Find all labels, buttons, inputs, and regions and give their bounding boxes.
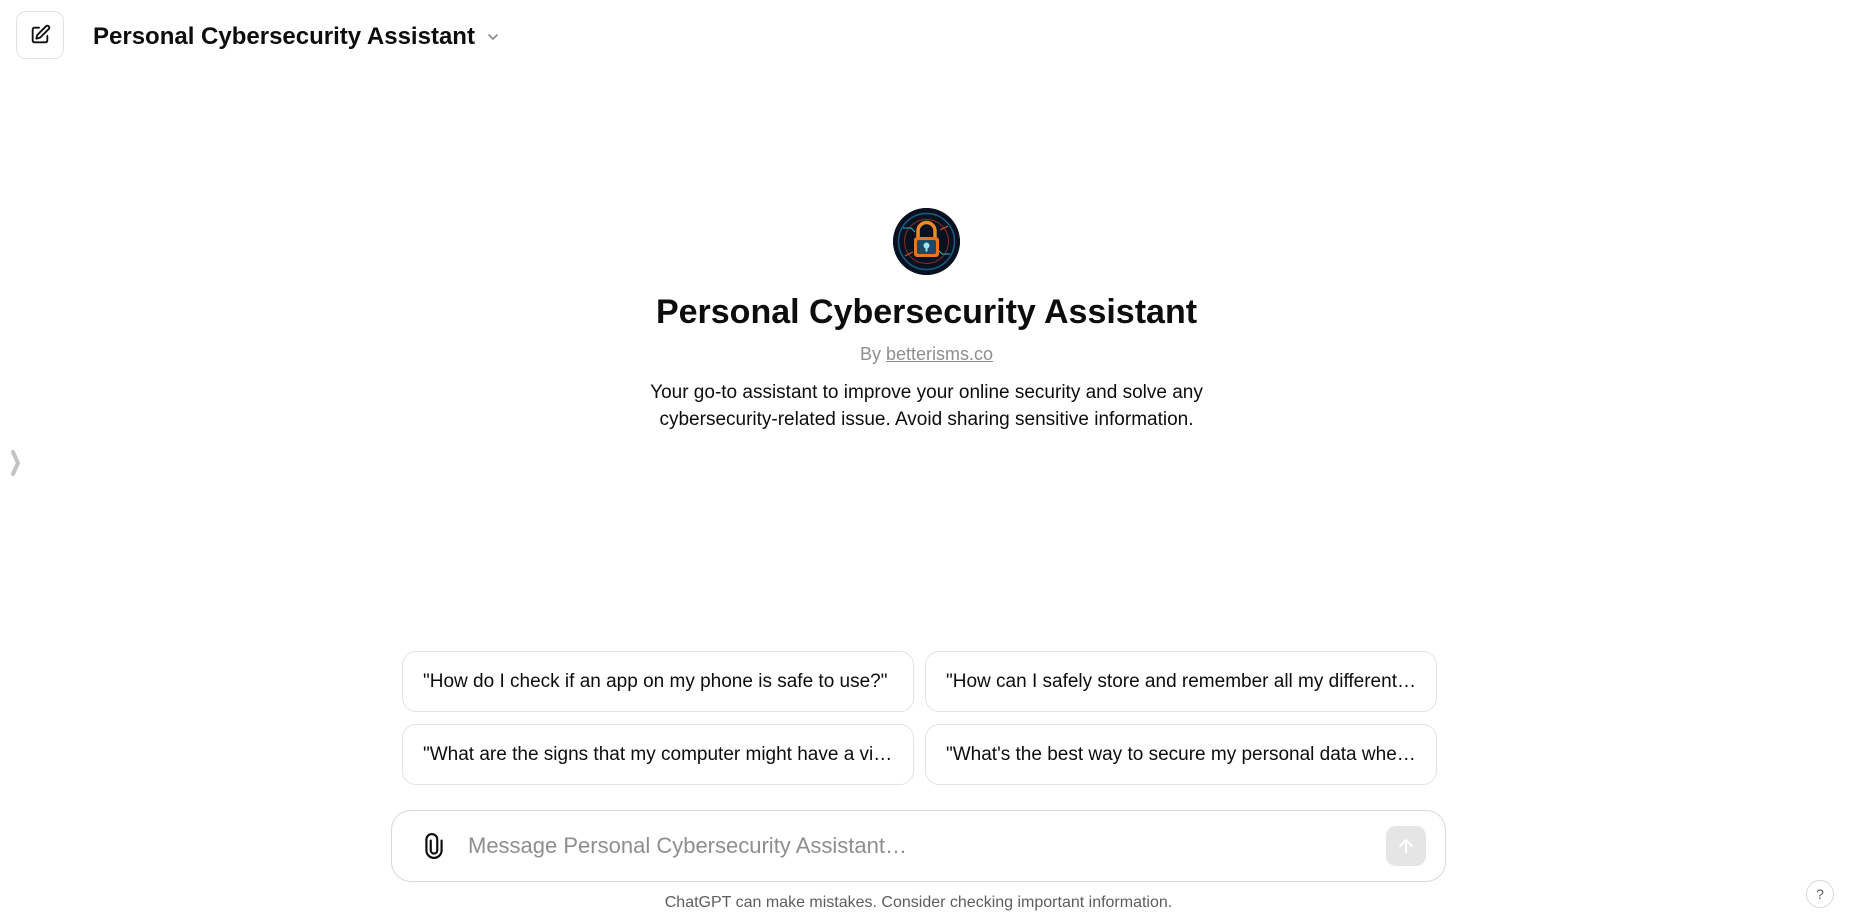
arrow-up-icon [1396, 836, 1416, 856]
model-switcher[interactable] [93, 18, 501, 56]
starter-card[interactable] [402, 651, 914, 712]
send-button[interactable] [1386, 826, 1426, 866]
starter-text: "How can I safely store and remember all my different… [946, 670, 1416, 692]
starter-text: "What are the signs that my computer might have a vi… [423, 743, 893, 765]
gpt-title: Personal Cybersecurity Assistant [655, 293, 1198, 331]
message-input[interactable] [466, 832, 1386, 860]
starter-text: "What's the best way to secure my personal data whe… [946, 743, 1416, 765]
starter-card[interactable] [925, 724, 1437, 785]
gpt-intro [0, 208, 1853, 433]
chevron-down-icon [485, 29, 501, 45]
paperclip-icon [421, 833, 447, 859]
byline-prefix: By [859, 344, 881, 364]
message-composer [391, 810, 1446, 882]
starter-card[interactable] [402, 724, 914, 785]
conversation-starters [402, 651, 1437, 785]
starter-text: "How do I check if an app on my phone is safe to use?" [423, 670, 888, 692]
gpt-byline [860, 344, 993, 365]
chevron-right-icon [10, 449, 22, 477]
disclaimer-text: ChatGPT can make mistakes. Consider checking important information. [664, 894, 1173, 911]
padlock-icon [893, 208, 960, 275]
gpt-description: Your go-to assistant to improve your online security and solve any cybersecurity-related issue. Avoid sharing sensitive information. [650, 382, 1203, 430]
author-link[interactable]: betterisms.co [885, 344, 994, 364]
starter-card[interactable] [925, 651, 1437, 712]
sidebar-toggle[interactable] [8, 448, 24, 478]
gpt-avatar [893, 208, 960, 275]
new-chat-button[interactable] [16, 11, 64, 59]
model-name: Personal Cybersecurity Assistant [93, 23, 475, 50]
attach-button[interactable] [414, 826, 454, 866]
help-button[interactable]: ? [1806, 880, 1834, 908]
edit-icon [29, 24, 51, 46]
